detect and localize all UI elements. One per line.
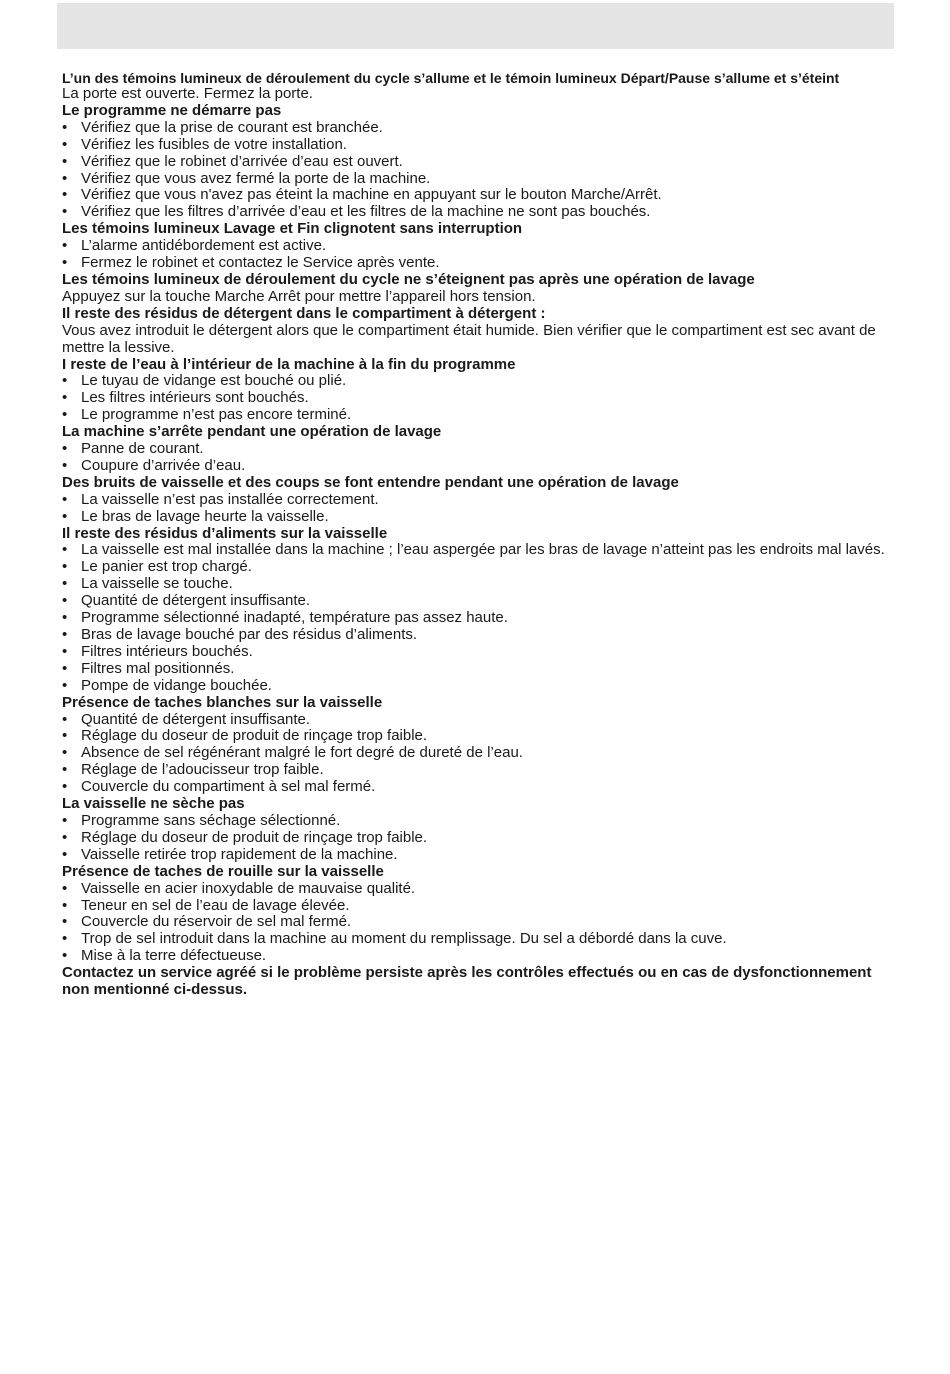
list-item: • Coupure d’arrivée d’eau. [62,458,900,475]
list-item: • La vaisselle n’est pas installée correctement. [62,492,900,509]
section-title: Présence de taches de rouille sur la vaisselle [62,862,384,880]
bullet-list [62,542,900,694]
list-item: • Panne de courant. [62,441,900,458]
list-item: • Quantité de détergent insuffisante. [62,712,900,729]
section-title: Des bruits de vaisselle et des coups se font entendre pendant une opération de lavage [62,473,679,491]
section-title: Les témoins lumineux Lavage et Fin clignotent sans interruption [62,220,523,238]
section-text: La porte est ouverte. Fermez la porte. [62,85,313,102]
section-noises [62,475,900,526]
list-item: • Vérifiez que vous n'avez pas éteint la machine en appuyant sur le bouton Marche/Arrêt. [62,187,900,204]
list-item: • Vérifiez les fusibles de votre installation. [62,137,900,154]
list-item: • Réglage du doseur de produit de rinçage trop faible. [62,728,900,745]
section-title: Les témoins lumineux de déroulement du cycle ne s’éteignent pas après une opération de lavage [62,270,755,288]
list-item: • Bras de lavage bouché par des résidus d’aliments. [62,627,900,644]
list-item: • Absence de sel régénérant malgré le fort degré de dureté de l’eau. [62,745,900,762]
bullet-list [62,881,900,966]
section-title: La machine s’arrête pendant une opération de lavage [62,423,442,441]
section-door-open [62,70,900,103]
list-item: • La vaisselle est mal installée dans la machine ; l’eau aspergée par les bras de lavage n’atteint pas les endroits mal lavés. [62,542,900,559]
troubleshooting-content [62,70,900,999]
list-item: • Filtres intérieurs bouchés. [62,644,900,661]
list-item: • Vérifiez que les filtres d’arrivée d’eau et les filtres de la machine ne sont pas bouchés. [62,204,900,221]
list-item: • Couvercle du compartiment à sel mal fermé. [62,779,900,796]
list-item: • Vérifiez que le robinet d’arrivée d’eau est ouvert. [62,154,900,171]
list-item: • Réglage de l’adoucisseur trop faible. [62,762,900,779]
section-title: I reste de l’eau à l’intérieur de la machine à la fin du programme [62,355,516,373]
section-white-spots [62,695,900,796]
section-title: Présence de taches blanches sur la vaisselle [62,693,383,711]
bullet-list [62,441,900,475]
section-rust-spots [62,864,900,965]
list-item: • Le programme n’est pas encore terminé. [62,407,900,424]
section-title: L’un des témoins lumineux de déroulement du cycle s’allume et le témoin lumineux Départ/Pause s’allume et s’éteint [62,70,840,86]
list-item: • Mise à la terre défectueuse. [62,948,900,965]
section-lights-not-off [62,272,900,306]
list-item: • L’alarme antidébordement est active. [62,238,900,255]
section-title: Il reste des résidus de détergent dans le compartiment à détergent : [62,304,546,322]
list-item: • Le panier est trop chargé. [62,559,900,576]
section-food-residue [62,526,900,695]
section-title: Le programme ne démarre pas [62,101,282,119]
bullet-list [62,492,900,526]
list-item: • Fermez le robinet et contactez le Service après vente. [62,255,900,272]
list-item: • Le tuyau de vidange est bouché ou plié. [62,373,900,390]
list-item: • Vérifiez que vous avez fermé la porte de la machine. [62,171,900,188]
list-item: • Quantité de détergent insuffisante. [62,593,900,610]
list-item: • Vaisselle retirée trop rapidement de la machine. [62,847,900,864]
section-water-remaining [62,357,900,425]
list-item: • Couvercle du réservoir de sel mal fermé. [62,914,900,931]
list-item: • Pompe de vidange bouchée. [62,678,900,695]
section-text: Appuyez sur la touche Marche Arrêt pour mettre l’appareil hors tension. [62,287,536,305]
bullet-list [62,373,900,424]
list-item: • Trop de sel introduit dans la machine au moment du remplissage. Du sel a débordé dans la cuve. [62,931,900,948]
section-machine-stops [62,424,900,475]
section-detergent-residue [62,306,900,357]
list-item: • Vérifiez que la prise de courant est branchée. [62,120,900,137]
closing-note: Contactez un service agréé si le problème persiste après les contrôles effectués ou en cas de dysfonctionnement non mentionné ci-dessus. [62,964,872,999]
bullet-list [62,712,900,797]
section-text: Vous avez introduit le détergent alors que le compartiment était humide. Bien vérifier que le compartiment est sec avant de mettre la lessive. [62,321,876,356]
list-item: • Programme sélectionné inadapté, température pas assez haute. [62,610,900,627]
section-title: La vaisselle ne sèche pas [62,795,245,813]
list-item: • Programme sans séchage sélectionné. [62,813,900,830]
bullet-list [62,813,900,864]
section-title: Il reste des résidus d’aliments sur la vaisselle [62,524,388,542]
list-item: • Filtres mal positionnés. [62,661,900,678]
list-item: • Les filtres intérieurs sont bouchés. [62,390,900,407]
bullet-list [62,120,900,221]
section-program-not-start [62,103,900,221]
list-item: • Le bras de lavage heurte la vaisselle. [62,509,900,526]
header-bar [57,3,894,49]
list-item: • Vaisselle en acier inoxydable de mauvaise qualité. [62,881,900,898]
section-lights-blinking [62,221,900,272]
section-not-drying [62,796,900,864]
list-item: • Teneur en sel de l’eau de lavage élevée. [62,898,900,915]
list-item: • La vaisselle se touche. [62,576,900,593]
list-item: • Réglage du doseur de produit de rinçage trop faible. [62,830,900,847]
bullet-list [62,238,900,272]
